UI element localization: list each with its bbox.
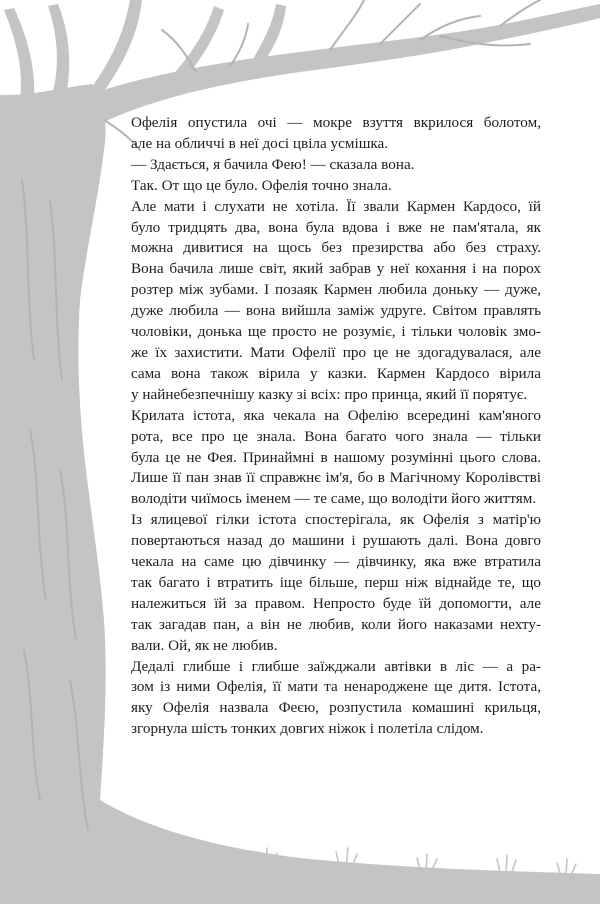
paragraph: [131, 113, 541, 155]
paragraph: [131, 510, 541, 656]
paragraph: [131, 176, 541, 197]
text-line: сама вона також вірила у казки. Кармен Кардосо вірила: [131, 364, 541, 382]
paragraph: [131, 197, 541, 406]
paragraph: [131, 406, 541, 511]
text-line: яку Офелія назвала Феєю, розпустила комашині крильця,: [131, 699, 541, 717]
text-line: дуже любила — вона вийшла заміж удруге. Світом правлять: [131, 302, 541, 320]
text-line: Крилата істота, яка чекала на Офелію всередині кам'яного: [131, 406, 541, 424]
text-line: рота, все про це знала. Вона багато чого знала — тільки: [131, 427, 541, 445]
text-line: Із ялицевої гілки істота спостерігала, як Офелія з матір'ю: [131, 511, 541, 529]
text-line: так багато і втратить іще більше, перш ніж віднайде те, що: [131, 573, 541, 591]
text-line: зом із ними Офелія, її мати та ненароджене ще дитя. Істота,: [131, 678, 541, 696]
text-line: володіти чиїмось іменем — те саме, що володіти його життям.: [131, 490, 537, 508]
text-line: розтер між зубами. І позаяк Кармен любила доньку — дуже,: [131, 281, 541, 299]
text-line: Офелія опустила очі — мокре взуття вкрилося болотом,: [131, 114, 541, 131]
text-line: так загадав пан, а він не любив, коли його наказами нехту-: [131, 615, 541, 633]
text-line: у найнебезпечнішу казку зі всіх: про принца, який її порятує.: [131, 385, 528, 403]
text-line: можна дивитися на щось без презирства або без страху.: [131, 239, 541, 257]
text-line: Дедалі глибше і глибше заїжджали автівки в ліс — а ра-: [131, 657, 541, 675]
text-line: вали. Ой, як не любив.: [131, 636, 278, 654]
text-line: згорнула шість тонких довгих ніжок і полетіла слідом.: [131, 720, 484, 738]
text-line: чоловіки, донька ще просто не розуміє, і тільки чоловік змо-: [131, 323, 541, 341]
text-line: Але мати і слухати не хотіла. Її звали Кармен Кардосо, їй: [131, 197, 541, 215]
text-line: була це не Фея. Принаймні в нашому розумінні цього слова.: [131, 448, 541, 466]
paragraph: [131, 155, 541, 176]
dialogue-line: — Здається, я бачила Фею! — сказала вона.: [131, 155, 415, 173]
text-line: чекала на саме цю дівчинку — дівчинку, яка вже втратила: [131, 553, 541, 571]
text-line: повертаються назад до машини і рушають далі. Вона довго: [131, 532, 541, 550]
text-line: Лише її пан знав її справжнє ім'я, бо в Магічному Королівстві: [131, 469, 541, 487]
text-line: же їх захистити. Мати Офелії про це не здогадувалася, але: [131, 343, 541, 361]
text-line: але на обличчі в неї досі цвіла усмішка.: [131, 134, 389, 152]
text-line: було тридцять два, вона була вдова і вже не пам'ятала, як: [131, 218, 541, 236]
text-line: Вона бачила лише світ, який забрав у неї кохання і на порох: [131, 260, 541, 278]
story-text: [131, 113, 541, 740]
text-line: Так. От що це було. Офелія точно знала.: [131, 176, 392, 194]
text-line: належиться їй за правом. Непросто буде їй допомогти, але: [131, 594, 541, 612]
paragraph: [131, 657, 541, 741]
